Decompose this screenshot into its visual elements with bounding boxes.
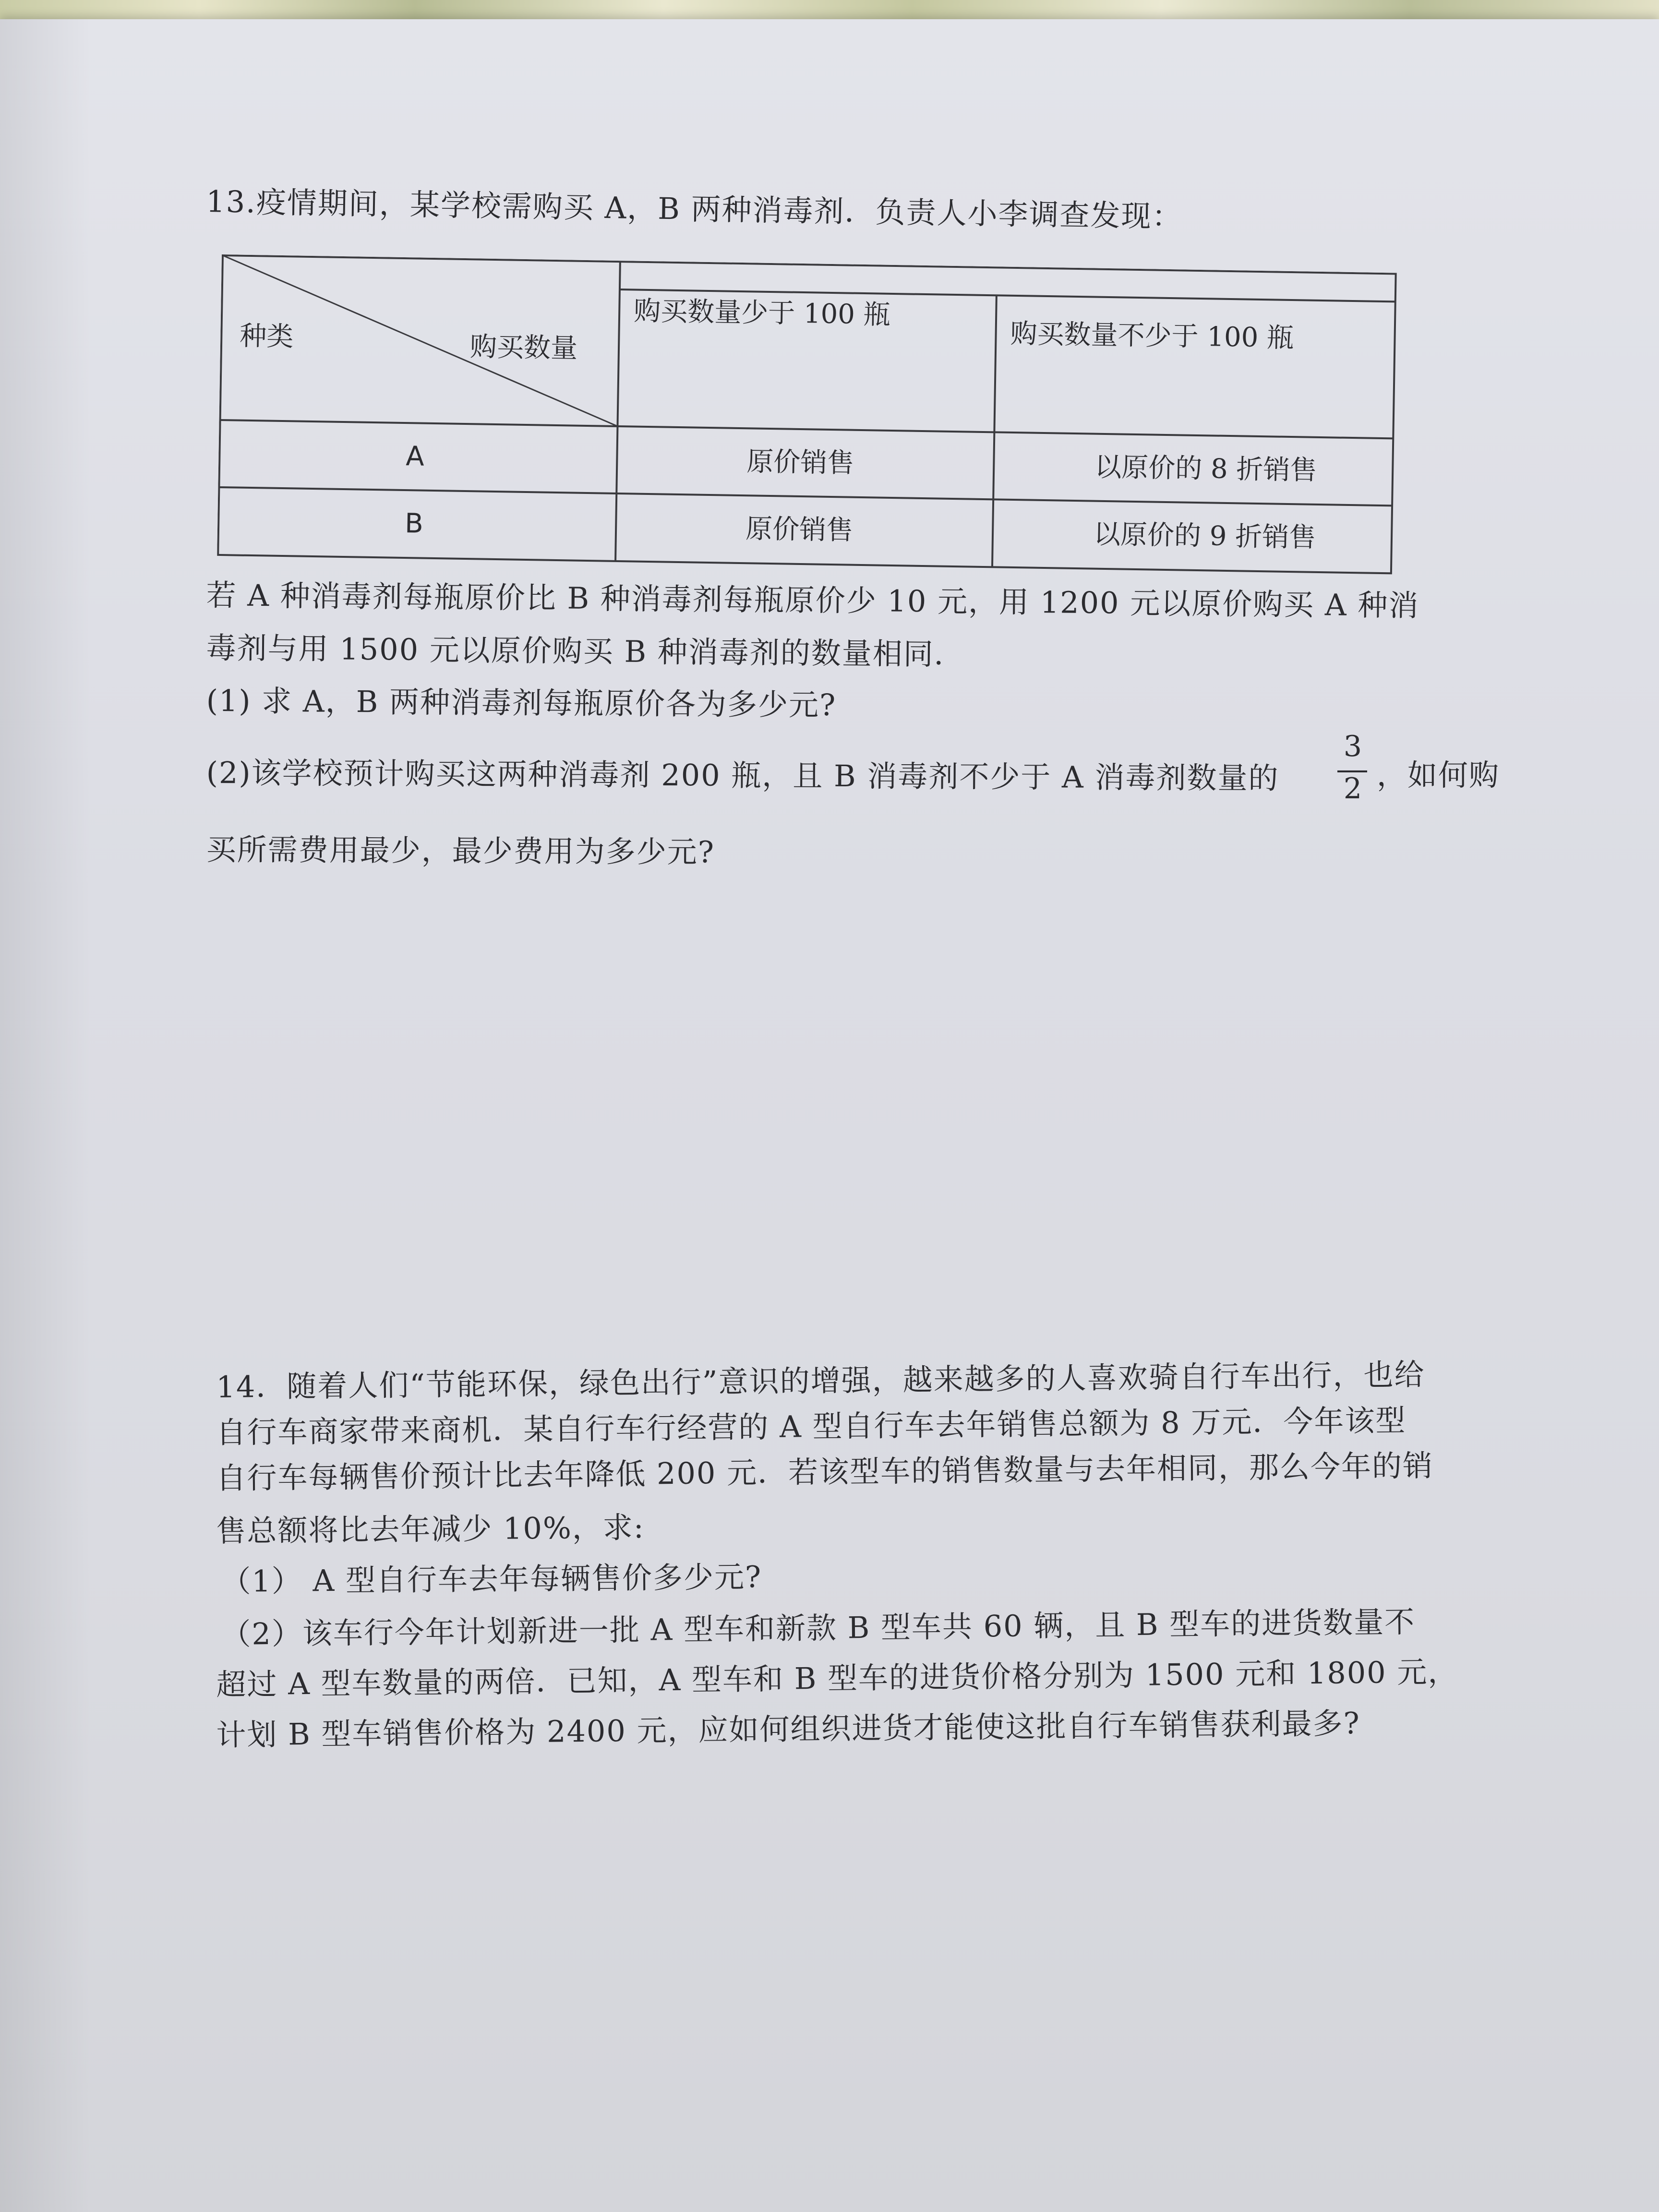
q14-part2-line2: 超过 A 型车数量的两倍．已知，A 型车和 B 型车的进货价格分别为 1500 元和 1800 元， [216,1654,1459,1702]
table-row-a-kind: A [405,441,425,472]
table-row-a-c2: 以原价的 8 折销售 [1094,451,1317,486]
q14-line2: 自行车商家带来商机．某自行车行经营的 A 型自行车去年销售总额为 8 万元．今年该型 [216,1403,1407,1450]
q14-part2-line3: 计划 B 型车销售价格为 2400 元，应如何组织进货才能使这批自行车销售获利最多? [216,1706,1361,1753]
table-row-a-c1: 原价销售 [746,446,854,479]
q13-part2-line1 [206,754,1279,798]
q13-body-line2: 毒剂与用 1500 元以原价购买 B 种消毒剂的数量相同． [206,630,965,672]
q14-part2-line1: （2）该车行今年计划新进一批 A 型车和新款 B 型车共 60 辆，且 B 型车的进货数量不 [221,1604,1416,1652]
q14-part1: （1） A 型自行车去年每辆售价多少元? [221,1559,762,1599]
q13-part2-tail: ，如何购 [1377,757,1500,793]
table-row-b-kind: B [404,508,424,540]
table-row-b-c1: 原价销售 [745,513,854,546]
q13-part1: (1) 求 A，B 两种消毒剂每瓶原价各为多少元? [206,683,837,723]
fraction-numerator: 3 [1343,730,1362,763]
q13-part2-text: (2)该学校预计购买这两种消毒剂 200 瓶，且 B 消毒剂不少于 A 消毒剂数量的 [206,755,1279,796]
q13-part2-line2: 买所需费用最少，最少费用为多少元? [206,832,715,870]
q13-price-table [217,254,1398,575]
table-row-b-c2: 以原价的 9 折销售 [1093,518,1316,553]
table-header-col2: 购买数量不少于 100 瓶 [1010,318,1294,354]
q14-line3: 自行车每辆售价预计比去年降低 200 元．若该型车的销售数量与去年相同，那么今年的销 [216,1448,1434,1496]
q13-intro: 13.疫情期间，某学校需购买 A，B 两种消毒剂．负责人小李调查发现： [205,183,1183,234]
table-header-col1: 购买数量少于 100 瓶 [633,295,891,331]
q14-line4: 售总额将比去年减少 10%，求: [216,1510,645,1549]
table-corner-right: 购买数量 [469,331,578,364]
table-corner-left: 种类 [239,320,294,353]
fraction-denominator: 2 [1343,772,1362,805]
paper-shadow [0,19,91,2212]
q14-line1: 14．随着人们“节能环保，绿色出行”意识的增强，越来越多的人喜欢骑自行车出行，也给 [216,1357,1425,1405]
q13-body-line1: 若 A 种消毒剂每瓶原价比 B 种消毒剂每瓶原价少 10 元，用 1200 元以原价购买 A 种消 [206,577,1419,624]
